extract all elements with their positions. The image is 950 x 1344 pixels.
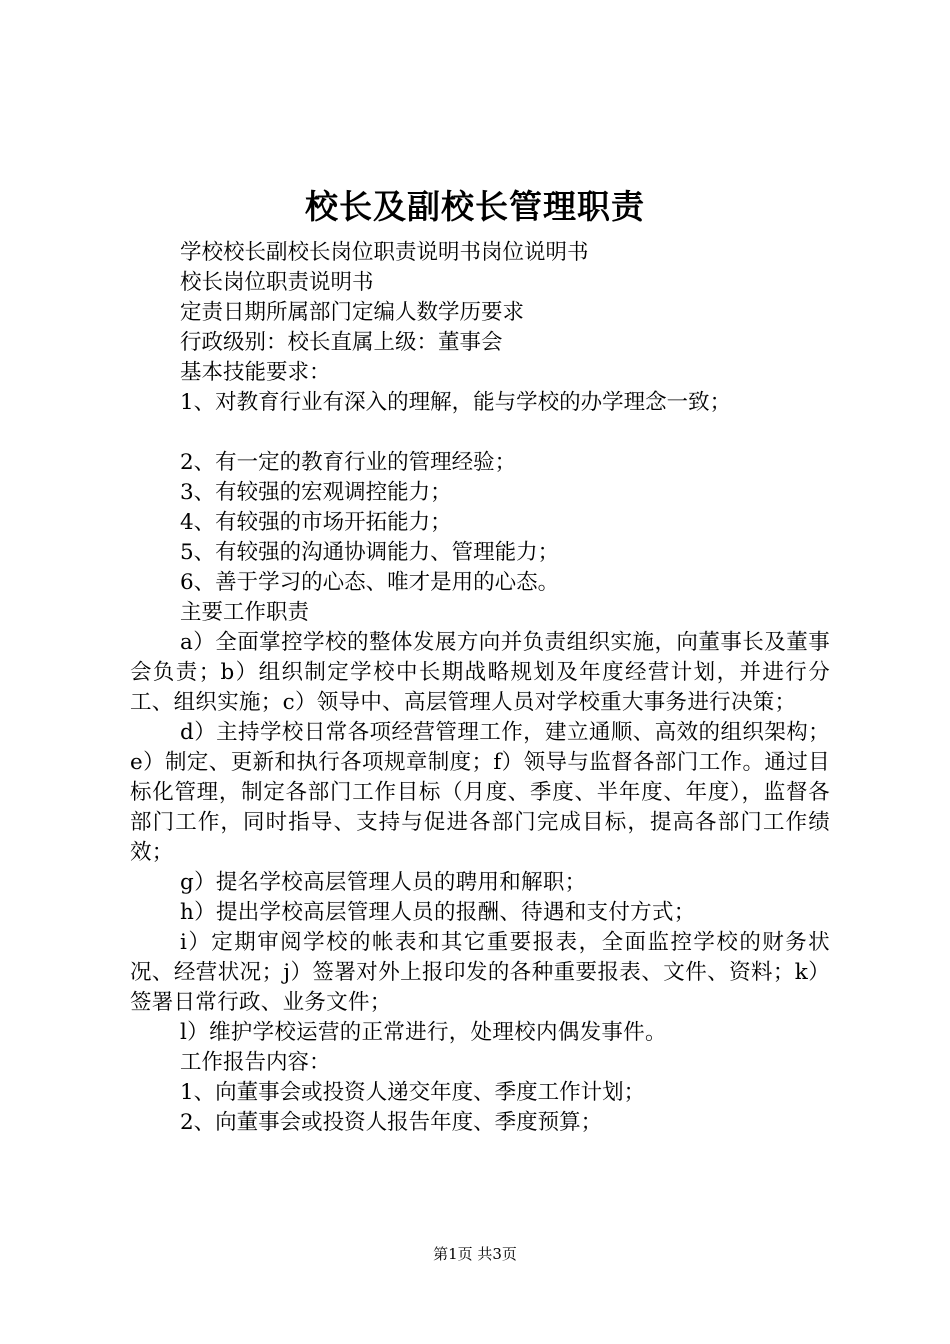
duty-paragraph: a）全面掌控学校的整体发展方向并负责组织实施，向董事长及董事会负责；b）组织制定学校中长期战略规划及年度经营计划，并进行分工、组织实施；c）领导中、高层管理人员对学校重大事务进行决策； <box>130 630 830 715</box>
skill-item: 1、对教育行业有深入的理解，能与学校的办学理念一致； <box>180 390 732 415</box>
report-item: 1、向董事会或投资人递交年度、季度工作计划； <box>180 1080 646 1105</box>
skill-item: 3、有较强的宏观调控能力； <box>180 480 452 505</box>
duty-paragraph: h）提出学校高层管理人员的报酬、待遇和支付方式； <box>180 900 696 925</box>
document-body <box>130 238 830 1138</box>
document-title: 校长及副校长管理职责 <box>305 187 645 226</box>
skill-item: 6、善于学习的心态、唯才是用的心态。 <box>180 570 560 595</box>
text-line: 定责日期所属部门定编人数学历要求 <box>180 300 525 325</box>
skill-item: 4、有较强的市场开拓能力； <box>180 510 452 535</box>
report-item: 2、向董事会或投资人报告年度、季度预算； <box>180 1110 603 1135</box>
section-heading: 基本技能要求： <box>180 360 331 385</box>
duty-paragraph: l）维护学校运营的正常进行，处理校内偶发事件。 <box>180 1020 667 1045</box>
text-line: 行政级别：校长直属上级：董事会 <box>180 330 503 355</box>
duty-paragraph: i）定期审阅学校的帐表和其它重要报表，全面监控学校的财务状况、经营状况；j）签署对外上报印发的各种重要报表、文件、资料；k）签署日常行政、业务文件； <box>130 930 830 1015</box>
skill-item: 5、有较强的沟通协调能力、管理能力； <box>180 540 560 565</box>
section-heading: 主要工作职责 <box>180 600 310 625</box>
text-line: 校长岗位职责说明书 <box>180 270 374 295</box>
duty-paragraph: d）主持学校日常各项经营管理工作，建立通顺、高效的组织架构；e）制定、更新和执行各项规章制度；f）领导与监督各部门工作。通过目标化管理，制定各部门工作目标（月度、季度、半年度、年度），监督各部门工作，同时指导、支持与促进各部门完成目标，提高各部门工作绩效； <box>130 720 830 865</box>
duty-paragraph: g）提名学校高层管理人员的聘用和解职； <box>180 870 587 895</box>
text-line: 学校校长副校长岗位职责说明书岗位说明书 <box>180 240 589 265</box>
page-footer: 第1页 共3页 <box>433 1245 517 1263</box>
skill-item: 2、有一定的教育行业的管理经验； <box>180 450 517 475</box>
section-heading: 工作报告内容： <box>180 1050 331 1075</box>
